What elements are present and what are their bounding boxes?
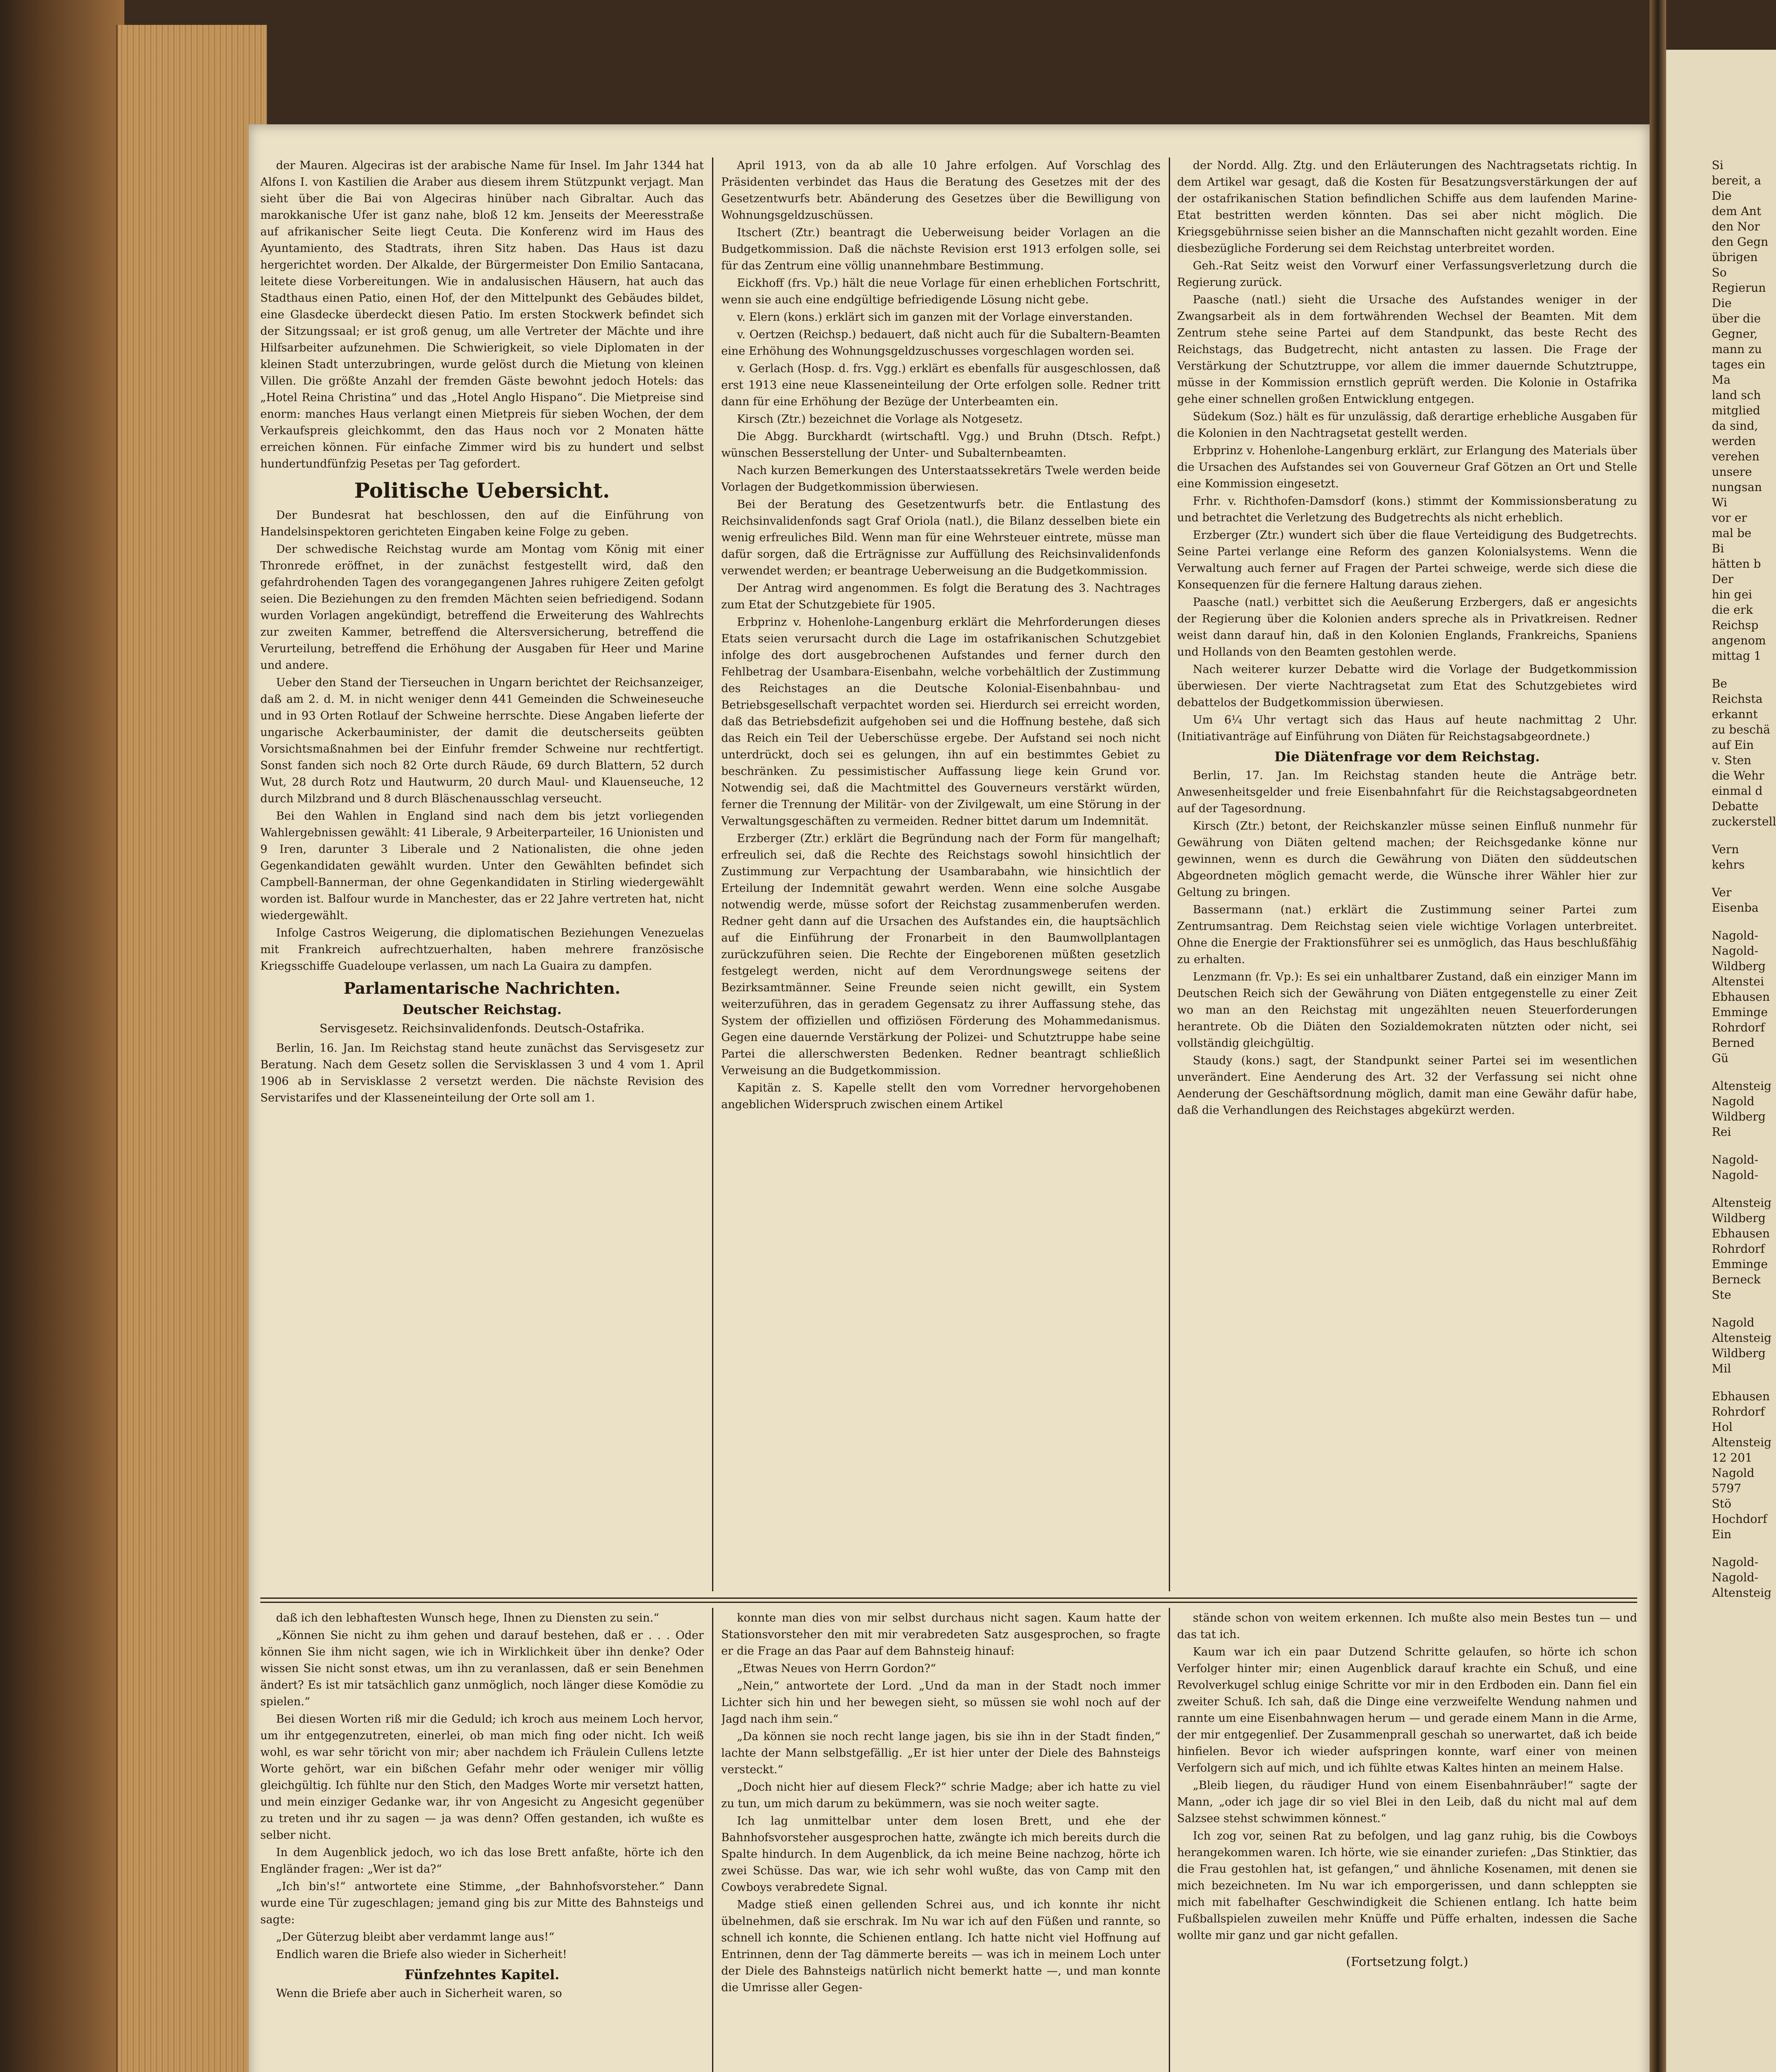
paragraph: „Bleib liegen, du räudiger Hund von einem Eisenbahnräuber!“ sagte der Mann, „oder ich jage dir so viel Blei in den Leib, daß du nicht mal auf dem Salzsee stehst schwimmen könnest.“ bbox=[1177, 1779, 1637, 1825]
feuilleton-column-1 bbox=[260, 1610, 704, 2072]
section-heading-parlamentarische-nachrichten: Parlamentarische Nachrichten. bbox=[344, 979, 620, 997]
fragment-line: Gü bbox=[1712, 1051, 1729, 1065]
fragment-line: Ebhausen bbox=[1712, 1389, 1770, 1403]
fragment-line: auf Ein bbox=[1712, 738, 1754, 752]
newspaper-page bbox=[249, 124, 1650, 2072]
paragraph: Wenn die Briefe aber auch in Sicherheit waren, so bbox=[276, 1987, 562, 2000]
paragraph: Kapitän z. S. Kapelle stellt den vom Vorredner hervorgehobenen angeblichen Widerspruch zwischen einem Artikel bbox=[721, 1082, 1161, 1111]
fragment-line: Gegner, bbox=[1712, 327, 1758, 341]
paragraph: stände schon von weitem erkennen. Ich mußte also mein Bestes tun — und das tat ich. bbox=[1177, 1612, 1637, 1641]
fragment-line: Rohrdorf bbox=[1712, 1405, 1765, 1418]
fragment-line: den Gegn bbox=[1712, 235, 1769, 249]
page-stack-edge bbox=[116, 25, 267, 2072]
fragment-line: hätten b bbox=[1712, 557, 1761, 571]
fragment-line: So bbox=[1712, 266, 1727, 279]
fragment-line: Hochdorf bbox=[1712, 1512, 1767, 1526]
paragraph: der Nordd. Allg. Ztg. und den Erläuterungen des Nachtragsetats richtig. In dem Artikel war gesagt, daß die Kosten für Besatzungsverstärkungen der auf der ostafrikanischen Station befindlichen Schiffe aus dem laufenden Marine-Etat bestritten werden könnten. Das sei aber nicht möglich. Die Kriegsgebührnisse seien bisher an die Mannschaften nicht gezahlt worden. Eine diesbezügliche Forderung sei dem Reichstag unterbreitet worden. bbox=[1177, 159, 1637, 255]
column-rule bbox=[1169, 1608, 1170, 2072]
fragment-line: Hol bbox=[1712, 1420, 1733, 1434]
paragraph: „Etwas Neues von Herrn Gordon?“ bbox=[737, 1662, 936, 1675]
feuilleton-separator bbox=[260, 1598, 1637, 1599]
paragraph: „Nein,“ antwortete der Lord. „Und da man in der Stadt noch immer Lichter sich hin und her bewegen sieht, so müssen sie wohl noch auf der Jagd nach ihm sein.“ bbox=[721, 1680, 1161, 1726]
column-top-1 bbox=[260, 157, 704, 1591]
fragment-line: unsere bbox=[1712, 465, 1752, 479]
paragraph: Ueber den Stand der Tierseuchen in Ungarn berichtet der Reichsanzeiger, daß am 2. d. M. in nicht weniger denn 441 Gemeinden die Schweineseuche und in 93 Orten Rotlauf der Schweine herrschte. Diese Angaben lieferte der ungarische Ackerbauminister, der damit die deutscherseits geübten Vorsichtsmaßnahmen bei der Einfuhr fremder Schweine nur rechtfertigt. Sonst fanden sich noch 82 Orte durch Räude, 69 durch Blattern, 52 durch Wut, 28 durch Rotz und Hautwurm, 20 durch Maul- und Klauenseuche, 12 durch Milzbrand und 8 durch Bläschenausschlag verseucht. bbox=[260, 676, 704, 805]
paragraph: Erzberger (Ztr.) wundert sich über die flaue Verteidigung des Budgetrechts. Seine Partei verlange eine Reform des ganzen Kolonialsystems. Wenn die Verwaltung auch ferner auf Fragen der Partei schweige, werde sich diese die Konsequenzen für die fernere Haltung daraus ziehen. bbox=[1177, 529, 1637, 591]
fragment-line: Wi bbox=[1712, 496, 1728, 509]
paragraph: Der schwedische Reichstag wurde am Montag vom König mit einer Thronrede eröffnet, in der zunächst festgestellt wird, daß den gefahrdrohenden Tagen des vorangegangenen Jahres ruhigere Zeiten gefolgt seien. Die Beziehungen zu den fremden Mächten seien befriedigend. Sodann wurden Vorlagen angekündigt, betreffend die Erweiterung des Wahlrechts zur zweiten Kammer, betreffend die Altersversicherung, betreffend die Verurteilung, betreffend die Erhöhung der Ausgaben für Heer und Marine und andere. bbox=[260, 543, 704, 672]
fragment-line: die erk bbox=[1712, 603, 1753, 617]
fragment-line: Mil bbox=[1712, 1362, 1731, 1375]
paragraph: v. Elern (kons.) erklärt sich im ganzen mit der Vorlage einverstanden. bbox=[737, 311, 1133, 324]
line-gap bbox=[1712, 1376, 1776, 1389]
fragment-line: Eisenba bbox=[1712, 901, 1759, 915]
fragment-line: werden bbox=[1712, 434, 1756, 448]
fragment-line: den Nor bbox=[1712, 220, 1760, 233]
fragment-line: Nagold bbox=[1712, 1094, 1754, 1108]
paragraph: Nach kurzen Bemerkungen des Unterstaatssekretärs Twele werden beide Vorlagen der Budgetkommission überwiesen. bbox=[721, 464, 1161, 494]
paragraph: Geh.-Rat Seitz weist den Vorwurf einer Verfassungsverletzung durch die Regierung zurück. bbox=[1177, 259, 1637, 289]
fragment-line: kehrs bbox=[1712, 858, 1745, 871]
fragment-line: Ma bbox=[1712, 373, 1731, 387]
line-gap bbox=[1712, 663, 1776, 676]
paragraph: v. Gerlach (Hosp. d. frs. Vgg.) erklärt es ebenfalls für ausgeschlossen, daß erst 1913 eine neue Klasseneinteilung der Orte erfolgen solle. Redner tritt dann für eine Erhöhung der Bezüge der Unterbeamten ein. bbox=[721, 362, 1161, 408]
fragment-line: Be bbox=[1712, 677, 1728, 690]
fragment-line: mittag 1 bbox=[1712, 649, 1761, 663]
fragment-line: Wildberg bbox=[1712, 1211, 1766, 1225]
paragraph: Kaum war ich ein paar Dutzend Schritte gelaufen, so hörte ich schon Verfolger hinter mir; einen Augenblick darauf krachte ein Schuß, und eine Revolverkugel schlug einige Schritte vor mir in den Erdboden ein. Dann fiel ein zweiter Schuß. Ich sah, daß die Dinge eine verzweifelte Wendung nahmen und rannte um eine Eisenbahnwagen herum — und gerade einem Mann in die Arme, der mir entgegenlief. Der Zusammenprall geschah so unerwartet, daß ich beide hinfielen. Bevor ich wieder aufspringen konnte, warf einer von meinen Verfolgern sich auf mich, und ich fühlte etwas Kaltes hinten an meinem Halse. bbox=[1177, 1646, 1637, 1774]
paragraph: Berlin, 17. Jan. Im Reichstag standen heute die Anträge betr. Anwesenheitsgelder und freie Eisenbahnfahrt für die Reichstagsabgeordneten auf der Tagesordnung. bbox=[1177, 769, 1637, 815]
fragment-line: 5797 bbox=[1712, 1481, 1742, 1495]
fragment-line: zuckerstell bbox=[1712, 815, 1776, 828]
paragraph: Bei diesen Worten riß mir die Geduld; ich kroch aus meinem Loch hervor, um ihr entgegenzutreten, einerlei, ob man mich fing oder nicht. Ich weiß wohl, es war sehr töricht von mir; aber nachdem ich Fräulein Cullens letzte Worte gehört, war ein bißchen Gefahr mehr oder weniger mir völlig gleichgültig. Ich fühlte nur den Stich, den Madges Worte mir versetzt hatten, und mein einziger Gedanke war, ihr von Angesicht zu Angesicht gegenüber zu treten und ihr zu sagen — ja was denn? Offen gestanden, ich wußte es selber nicht. bbox=[260, 1713, 704, 1842]
fragment-line: Ver bbox=[1712, 886, 1732, 899]
fragment-line: Rohrdorf bbox=[1712, 1021, 1765, 1034]
fragment-line: tages ein bbox=[1712, 358, 1766, 371]
fragment-line: zu beschä bbox=[1712, 723, 1770, 736]
fragment-line: Nagold- bbox=[1712, 944, 1759, 958]
line-gap bbox=[1712, 872, 1776, 885]
fragment-line: Emminge bbox=[1712, 1257, 1768, 1271]
fragment-line: die Wehr bbox=[1712, 769, 1764, 782]
fragment-line: Altensteig bbox=[1712, 1079, 1772, 1093]
paragraph: Kirsch (Ztr.) betont, der Reichskanzler müsse seinen Einfluß nunmehr für Gewährung von Diäten geltend machen; der Reichsgedanke könne nur gewinnen, wenn es durch die Gewährung von Diäten den süddeutschen Abgeordneten möglich gemacht werde, die Wünsche ihrer Wähler hier zur Geltung zu bringen. bbox=[1177, 820, 1637, 899]
paragraph: Lenzmann (fr. Vp.): Es sei ein unhaltbarer Zustand, daß ein einziger Mann im Deutschen Reich sich der Gewährung von Diäten entgegenstelle zu einer Zeit wo man an den Reichstag mit ungezählten neuen Steuerforderungen herantrete. Ob die Diäten den Sozialdemokraten nützten oder nicht, sei vollständig gleichgültig. bbox=[1177, 971, 1637, 1050]
paragraph: Paasche (natl.) sieht die Ursache des Aufstandes weniger in der Zwangsarbeit als in dem fortwährenden Wechsel der Beamten. Mit dem Zentrum stehe seine Partei auf dem Standpunkt, das beste Recht des Reichstags, das Budgetrecht, nicht antasten zu lassen. Die Frage der Verstärkung der Schutztruppe, vor allem die immer dauernde Schutztruppe, müsse in der Kommission ernstlich geprüft werden. Die Kolonie in Ostafrika gehe einer schnellen großen Entwicklung entgegen. bbox=[1177, 293, 1637, 406]
fragment-line: Nagold bbox=[1712, 1466, 1754, 1480]
fragment-line: da sind, bbox=[1712, 419, 1758, 433]
fragment-line: dem Ant bbox=[1712, 204, 1761, 218]
paragraph: „Da können sie noch recht lange jagen, bis sie ihn in der Stadt finden,“ lachte der Mann selbstgefällig. „Er ist hier unter der Diele des Bahnsteigs versteckt.“ bbox=[721, 1730, 1161, 1776]
fragment-line: Nagold- bbox=[1712, 1168, 1759, 1182]
fragment-line: Bi bbox=[1712, 542, 1724, 555]
feuilleton-separator bbox=[260, 1602, 1637, 1603]
fragment-line: Rohrdorf bbox=[1712, 1242, 1765, 1256]
fragment-line: Reichsta bbox=[1712, 692, 1763, 706]
paragraph: Bei den Wahlen in England sind nach dem bis jetzt vorliegenden Wahlergebnissen gewählt: 41 Liberale, 9 Arbeiterparteiler, 16 Unionisten und 9 Iren, darunter 3 Liberale und 2 Nationalisten, die ohne jeden Gegenkandidaten gewählt wurden. Unter den Gewählten befindet sich Campbell-Bannerman, der ohne Gegenkandidaten in Stirling wiedergewählt worden ist. Balfour wurde in Manchester, das er 22 Jahre vertreten hat, nicht wiedergewählt. bbox=[260, 810, 704, 922]
column-rule bbox=[1169, 157, 1170, 1591]
fragment-line: Altensteig bbox=[1712, 1586, 1772, 1600]
fragment-line: Der bbox=[1712, 572, 1734, 586]
paragraph: Ich lag unmittelbar unter dem losen Brett, und ehe der Bahnhofsvorsteher ausgesprochen hatte, zwängte ich mich bereits durch die Spalte hindurch. In dem Augenblick, da ich meine Beine nachzog, hörte ich zwei Schüsse. Das war, wie ich sehr wohl wußte, das von Camp mit den Cowboys verabredete Signal. bbox=[721, 1815, 1161, 1894]
fragment-line: Regierun bbox=[1712, 281, 1766, 295]
book-gutter bbox=[1650, 0, 1666, 2072]
paragraph: Berlin, 16. Jan. Im Reichstag stand heute zunächst das Servisgesetz zur Beratung. Nach dem Gesetz sollen die Servisklassen 3 und 4 vom 1. April 1906 ab in Servisklasse 2 versetzt werden. Die nächste Revision des Servistarifes und der Klasseneinteilung der Orte soll am 1. bbox=[260, 1042, 704, 1104]
politische-uebersicht-body bbox=[260, 507, 704, 975]
paragraph: Bei der Beratung des Gesetzentwurfs betr. die Entlastung des Reichsinvalidenfonds sagt Graf Oriola (natl.), die Bilanz desselben biete ein wenig erfreuliches Bild. Wenn man für eine Wehrsteuer eintrete, müsse man dafür sorgen, daß die Erträgnisse zur Auffüllung des Reichsinvalidenfonds verwendet werden; er beantrage Ueberweisung an die Budgetkommission. bbox=[721, 498, 1161, 577]
paragraph: Paasche (natl.) verbittet sich die Aeußerung Erzbergers, daß er angesichts der Regierung über die Kolonien anders spreche als in Privatkreisen. Redner weist dann darauf hin, daß in den Kolonien Englands, Frankreichs, Spaniens und Hollands von den Beamten gestohlen werde. bbox=[1177, 596, 1637, 658]
subheading-deutscher-reichstag: Deutscher Reichstag. bbox=[402, 1002, 562, 1017]
paragraph: „Können Sie nicht zu ihm gehen und darauf bestehen, daß er . . . Oder können Sie ihm nicht sagen, wie ich in Wirklichkeit über ihn denke? Oder wissen Sie nicht sonst etwas, um ihn zu veranlassen, daß er sein Benehmen ändert? Es ist mir tatsächlich ganz unmöglich, noch länger diese Komödie zu spielen.“ bbox=[260, 1629, 704, 1708]
paragraph: Nach weiterer kurzer Debatte wird die Vorlage der Budgetkommission überwiesen. Der vierte Nachtragsetat zum Etat des Schutzgebietes wird debattelos der Budgetkommission überwiesen. bbox=[1177, 663, 1637, 709]
paragraph: „Der Güterzug bleibt aber verdammt lange aus!“ bbox=[276, 1931, 555, 1944]
fragment-line: Wildberg bbox=[1712, 1110, 1766, 1123]
fragment-line: Die bbox=[1712, 296, 1732, 310]
feuilleton-column-3 bbox=[1177, 1610, 1637, 2072]
fragment-line: einmal d bbox=[1712, 784, 1763, 798]
column-top-2 bbox=[721, 157, 1161, 1591]
column-rule bbox=[712, 1608, 713, 2072]
fragment-line: Nagold- bbox=[1712, 1555, 1759, 1569]
fragment-line: Ste bbox=[1712, 1288, 1732, 1302]
paragraph: daß ich den lebhaftesten Wunsch hege, Ihnen zu Diensten zu sein.“ bbox=[276, 1612, 659, 1624]
article-algeciras bbox=[260, 157, 704, 472]
paragraph: Eickhoff (frs. Vp.) hält die neue Vorlage für einen erheblichen Fortschritt, wenn sie auch eine endgültige befriedigende Lösung nicht gebe. bbox=[721, 277, 1161, 306]
line-gap bbox=[1712, 1542, 1776, 1554]
fragment-line: Altenstei bbox=[1712, 975, 1764, 988]
paragraph: der Mauren. Algeciras ist der arabische Name für Insel. Im Jahr 1344 hat Alfons I. von Kastilien die Araber aus diesem ihrem Stützpunkt verjagt. Man sieht über die Bai von Algeciras hinüber nach Gibraltar. Auch das marokkanische Ufer ist ganz nahe, bloß 12 km. Jenseits der Meeresstraße auf afrikanischer Seite liegt Ceuta. Die Konferenz wird im Haus des Ayuntamiento, des Stadtrats, ihren Sitz haben. Das Haus ist dazu hergerichtet worden. Der Alkalde, der Bürgermeister Don Emilio Santacana, leitete diese Vorbereitungen. Wie in andalusischen Häusern, hat auch das Stadthaus einen Patio, einen Hof, der den Mittelpunkt des Gebäudes bildet, eine Glasdecke überdeckt diesen Patio. Im ersten Stockwerk befindet sich der Sitzungssaal; er ist groß genug, um alle Vertreter der Mächte und ihre Hilfsarbeiter aufzunehmen. Die Schwierigkeit, so viele Diplomaten in der kleinen Stadt unterzubringen, wurde gelöst durch die Mietung von kleinen Villen. Die größte Anzahl der fremden Gäste bewohnt jedoch Hotels: das „Hotel Reina Christina“ und das „Hotel Anglo Hispano“. Die Mietpreise sind enorm: manches Haus verlangt einen Mietpreis für sieben Wochen, der dem Verkaufspreis gleichkommt, den das Haus noch vor 2 Monaten hätte erreichen können. Für einfache Zimmer wird bis zu hundert und selbst hundertundfünfzig Pesetas per Tag gefordert. bbox=[260, 159, 704, 470]
paragraph: Die Abgg. Burckhardt (wirtschaftl. Vgg.) und Bruhn (Dtsch. Refpt.) wünschen Besserstellung der Unter- und Subalternbeamten. bbox=[721, 430, 1161, 460]
chapter-heading: Fünfzehntes Kapitel. bbox=[405, 1967, 560, 1982]
fragment-line: Debatte bbox=[1712, 799, 1759, 813]
fragment-line: bereit, a bbox=[1712, 174, 1761, 187]
fragment-line: Ebhausen bbox=[1712, 1227, 1770, 1240]
fragment-line: v. Sten bbox=[1712, 753, 1752, 767]
fragment-line: Nagold- bbox=[1712, 1153, 1759, 1167]
paragraph: Staudy (kons.) sagt, der Standpunkt seiner Partei sei im wesentlichen unverändert. Eine Aenderung des Art. 32 der Verfassung sei nicht ohne Aenderung der Geschäftsordnung möglich, damit man eine Gewähr dafür habe, daß die Verhandlungen des Reichstages abgekürzt werden. bbox=[1177, 1054, 1637, 1117]
paragraph: Endlich waren die Briefe also wieder in Sicherheit! bbox=[276, 1948, 567, 1961]
line-gap bbox=[1712, 1066, 1776, 1078]
fragment-line: Die bbox=[1712, 189, 1732, 203]
fragment-line: Ebhausen bbox=[1712, 990, 1770, 1004]
fragment-line: erkannt bbox=[1712, 707, 1758, 721]
paragraph: Südekum (Soz.) hält es für unzulässig, daß derartige erhebliche Ausgaben für die Kolonien in den Nachtragsetat gestellt werden. bbox=[1177, 410, 1637, 440]
paragraph: v. Oertzen (Reichsp.) bedauert, daß nicht auch für die Subaltern-Beamten eine Erhöhung des Wohnungsgeldzuschusses vorgeschlagen worden sei. bbox=[721, 328, 1161, 358]
fragment-line: land sch bbox=[1712, 388, 1761, 402]
paragraph: Der Antrag wird angenommen. Es folgt die Beratung des 3. Nachtrages zum Etat der Schutzgebiete für 1905. bbox=[721, 582, 1161, 611]
fragment-line: über die bbox=[1712, 312, 1761, 325]
line-gap bbox=[1712, 1183, 1776, 1195]
fragment-line: Altensteig bbox=[1712, 1196, 1772, 1210]
adjacent-page-text bbox=[1666, 50, 1776, 1600]
fragment-line: Nagold bbox=[1712, 1316, 1754, 1329]
section-heading-politische-uebersicht: Politische Uebersicht. bbox=[354, 478, 610, 503]
topics-lead: Servisgesetz. Reichsinvalidenfonds. Deutsch-Ostafrika. bbox=[320, 1021, 644, 1035]
paragraph: „Doch nicht hier auf diesem Fleck?“ schrie Madge; aber ich hatte zu viel zu tun, um mich darum zu bekümmern, was sie noch weiter sagte. bbox=[721, 1781, 1161, 1810]
column-rule bbox=[712, 157, 713, 1591]
fragment-line: mann zu bbox=[1712, 342, 1762, 356]
paragraph: Bassermann (nat.) erklärt die Zustimmung seiner Partei zum Zentrumsantrag. Dem Reichstag seien viele wichtige Vorlagen unterbreitet. Ohne die Energie der Fraktionsführer sei es unmöglich, das Haus beschlußfähig zu erhalten. bbox=[1177, 903, 1637, 966]
fragment-line: mal be bbox=[1712, 526, 1752, 540]
fragment-line: angenom bbox=[1712, 634, 1766, 647]
feuilleton-column-2 bbox=[721, 1610, 1161, 2072]
fragment-line: Altensteig bbox=[1712, 1435, 1772, 1449]
line-gap bbox=[1712, 829, 1776, 842]
paragraph: Erzberger (Ztr.) erklärt die Begründung nach der Form für mangelhaft; erfreulich sei, daß die Rechte des Reichstags sowohl hinsichtlich der Zustimmung zur Verpachtung der Usambarabahn, wie hinsichtlich der Erteilung der Indemnität gewahrt werden. Wenn eine solche Ausgabe notwendig werde, müsse sofort der Reichstag zusammenberufen werden. Redner geht dann auf die Ursachen des Aufstandes ein, die hauptsächlich auf die Einführung der Fronarbeit in den Baumwollplantagen zurückzuführen seien. Die Rechte der Eingeborenen müßten gesetzlich festgelegt werden, nicht auf dem Verordnungswege seitens der Bezirksamtmänner. Seine Freunde seien nicht gewillt, ein System weiterzuführen, das in geradem Gegensatz zu ihrer Auffassung stehe, das System der offiziellen und offiziösen Förderung des Mohammedanismus. Gegen eine dauernde Verstärkung der Polizei- und Schutztruppe habe seine Partei die allerschwersten Bedenken. Redner beantragt schließlich Verweisung an die Budgetkommission. bbox=[721, 832, 1161, 1077]
paragraph: Ich zog vor, seinen Rat zu befolgen, und lag ganz ruhig, bis die Cowboys herangekommen waren. Ich hörte, wie sie einander zuriefen: „Das Stinktier, das die Frau gestohlen hat, ist gefangen,“ und ähnliche Kosenamen, mit denen sie mich bezeichneten. Im Nu war ich emporgerissen, und dann schleppten sie mich mit fabelhafter Geschwindigkeit die Schienen entlang. Ich hatte beim Fußballspielen zuweilen mehr Knüffe und Püffe erhalten, indessen die Sache wollte mir ganz und gar nicht gefallen. bbox=[1177, 1830, 1637, 1942]
paragraph: Der Bundesrat hat beschlossen, den auf die Einführung von Handelsinspektoren gerichteten Eingaben keine Folge zu geben. bbox=[260, 509, 704, 538]
fragment-line: Nagold- bbox=[1712, 1571, 1759, 1584]
fragment-line: übrigen bbox=[1712, 250, 1758, 264]
paragraph: April 1913, von da ab alle 10 Jahre erfolgen. Auf Vorschlag des Präsidenten verbindet das Haus die Beratung des Gesetzes mit der des Gesetzentwurfs betr. Abänderung des Gesetzes über die Bewilligung von Wohnungsgeldzuschüssen. bbox=[721, 159, 1161, 222]
paragraph: In dem Augenblick jedoch, wo ich das lose Brett anfaßte, hörte ich den Engländer fragen: „Wer ist da?“ bbox=[260, 1846, 704, 1876]
fragment-line: Berned bbox=[1712, 1036, 1755, 1050]
fragment-line: Si bbox=[1712, 158, 1724, 172]
column-top-3 bbox=[1177, 157, 1637, 1591]
fragment-line: nungsan bbox=[1712, 480, 1762, 494]
paragraph: Erbprinz v. Hohenlohe-Langenburg erklärt, zur Erlangung des Materials über die Ursachen des Aufstandes sei von Gouverneur Graf Götzen an Ort und Stelle eine Kommission eingesetzt. bbox=[1177, 444, 1637, 490]
fragment-line: Vern bbox=[1712, 842, 1739, 856]
fragment-line: Wildberg bbox=[1712, 1346, 1766, 1360]
paragraph: Infolge Castros Weigerung, die diplomatischen Beziehungen Venezuelas mit Frankreich aufrechtzuerhalten, haben mehrere französische Kriegsschiffe Guadeloupe verlassen, um nach La Guaira zu dampfen. bbox=[260, 927, 704, 973]
fragment-line: mitglied bbox=[1712, 404, 1761, 417]
adjacent-page-fragment bbox=[1666, 50, 1776, 2072]
fragment-line: Berneck bbox=[1712, 1273, 1761, 1286]
paragraph: konnte man dies von mir selbst durchaus nicht sagen. Kaum hatte der Stationsvorsteher den mit mir verabredeten Satz ausgesprochen, so fragte er die Frage an das Paar auf dem Bahnsteig hinauf: bbox=[721, 1612, 1161, 1658]
line-gap bbox=[1712, 1302, 1776, 1315]
paragraph: „Ich bin's!“ antwortete eine Stimme, „der Bahnhofsvorsteher.“ Dann wurde eine Tür zugeschlagen; jemand ging bis zur Mitte des Bahnsteigs und sagte: bbox=[260, 1880, 704, 1926]
fragment-line: 12 201 bbox=[1712, 1451, 1752, 1464]
fragment-line: Stö bbox=[1712, 1497, 1732, 1510]
line-gap bbox=[1712, 1140, 1776, 1152]
paragraph: Erbprinz v. Hohenlohe-Langenburg erklärt die Mehrforderungen dieses Etats seien verursacht durch die Lage im ostafrikanischen Schutzgebiet infolge des dort ausgebrochenen Aufstandes und ferner durch den Fehlbetrag der Usambara-Eisenbahn, welche vorbehältlich der Zustimmung des Reichstages an die Deutsche Kolonial-Eisenbahnbau- und Betriebsgesellschaft verpachtet worden sei. Hierdurch sei erreicht worden, daß das Betriebsdefizit aufgehoben sei und die Hoffnung bestehe, daß sich das Reich ein Teil der Ueberschüsse ergebe. Der Aufstand sei noch nicht unterdrückt, doch sei es gelungen, ihn auf ein bestimmtes Gebiet zu beschränken. Zu pessimistischer Auffassung liege kein Grund vor. Notwendig sei, daß die Machtmittel des Gouverneurs verstärkt würden, ferner die Trennung der Militär- von der Zivilgewalt, um eine Störung in der Verwaltungsgeschäften zu vermeiden. Redner bittet darum um Indemnität. bbox=[721, 616, 1161, 828]
fragment-line: Rei bbox=[1712, 1125, 1731, 1139]
continued-note: (Fortsetzung folgt.) bbox=[1346, 1955, 1468, 1969]
paragraph: Um 6¼ Uhr vertagt sich das Haus auf heute nachmittag 2 Uhr. (Initiativanträge auf Einführung von Diäten für Reichstagsabgeordnete.) bbox=[1177, 714, 1637, 743]
paragraph: Frhr. v. Richthofen-Damsdorf (kons.) stimmt der Kommissionsberatung zu und betrachtet die Verletzung des Budgetrechts als nicht erheblich. bbox=[1177, 495, 1637, 524]
fragment-line: Reichsp bbox=[1712, 618, 1759, 632]
paragraph: Itschert (Ztr.) beantragt die Ueberweisung beider Vorlagen an die Budgetkommission. Daß die nächste Revision erst 1913 erfolgen solle, sei für das Zentrum eine völlig unannehmbare Bestimmung. bbox=[721, 226, 1161, 272]
paragraph: Madge stieß einen gellenden Schrei aus, und ich konnte ihr nicht übelnehmen, daß sie erschrak. Im Nu war ich auf den Füßen und rannte, so schnell ich konnte, die Schienen entlang. Ich hatte nicht viel Hoffnung auf Entrinnen, denn der Tag dämmerte bereits — was ich in meinem Loch unter der Diele des Bahnsteigs natürlich nicht bemerkt hatte —, und man konnte die Umrisse aller Gegen- bbox=[721, 1898, 1161, 1994]
paragraph: Kirsch (Ztr.) bezeichnet die Vorlage als Notgesetz. bbox=[737, 413, 1023, 426]
fragment-line: vor er bbox=[1712, 511, 1747, 525]
line-gap bbox=[1712, 915, 1776, 928]
fragment-line: hin gei bbox=[1712, 588, 1752, 601]
book-binding bbox=[0, 0, 124, 2072]
fragment-line: Wildberg bbox=[1712, 959, 1766, 973]
fragment-line: Emminge bbox=[1712, 1005, 1768, 1019]
fragment-line: Nagold- bbox=[1712, 929, 1759, 942]
fragment-line: Altensteig bbox=[1712, 1331, 1772, 1345]
fragment-line: Ein bbox=[1712, 1527, 1732, 1541]
fragment-line: verehen bbox=[1712, 450, 1759, 463]
section-heading-diaetenfrage: Die Diätenfrage vor dem Reichstag. bbox=[1274, 749, 1540, 765]
